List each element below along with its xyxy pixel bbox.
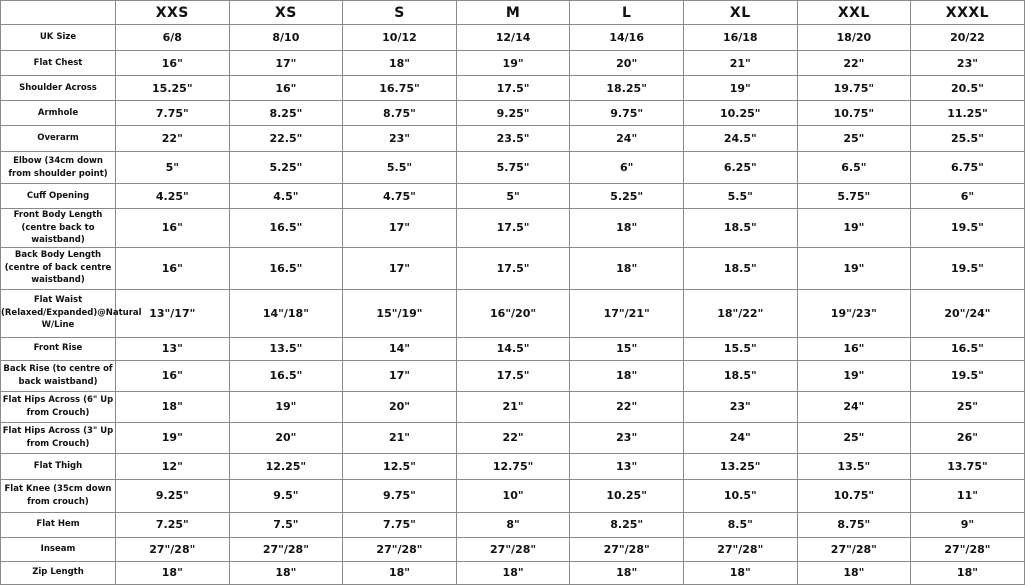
size-header: XXL — [797, 1, 911, 25]
measurement-value: 5.5" — [683, 184, 797, 209]
measurement-label: Cuff Opening — [1, 184, 116, 209]
measurement-value: 9.75" — [343, 479, 457, 512]
measurement-value: 8.5" — [683, 512, 797, 537]
measurement-value: 22" — [456, 422, 570, 453]
measurement-value: 19" — [683, 76, 797, 101]
measurement-value: 18" — [343, 561, 457, 584]
measurement-value: 16.75" — [343, 76, 457, 101]
measurement-row — [1, 209, 1025, 248]
measurement-value: 19"/23" — [797, 289, 911, 337]
measurement-value: 13.75" — [911, 453, 1025, 479]
measurement-value: 16" — [116, 247, 230, 289]
measurement-label: Flat Waist (Relaxed/Expanded)@Natural W/Line — [1, 289, 116, 337]
measurement-value: 16" — [116, 209, 230, 248]
measurement-value: 18" — [570, 209, 684, 248]
measurement-value: 10" — [456, 479, 570, 512]
measurement-row — [1, 422, 1025, 453]
measurement-label: Flat Chest — [1, 51, 116, 76]
measurement-row — [1, 537, 1025, 561]
measurement-row — [1, 126, 1025, 152]
measurement-value: 17.5" — [456, 360, 570, 391]
measurement-row — [1, 101, 1025, 126]
measurement-value: 19" — [797, 209, 911, 248]
measurement-value: 19" — [229, 391, 343, 422]
measurement-value: 13.25" — [683, 453, 797, 479]
measurement-value: 24" — [570, 126, 684, 152]
measurement-row — [1, 152, 1025, 184]
measurement-value: 18" — [116, 561, 230, 584]
measurement-value: 8/10 — [229, 25, 343, 51]
measurement-value: 24" — [683, 422, 797, 453]
size-header: XS — [229, 1, 343, 25]
measurement-row — [1, 25, 1025, 51]
measurement-label: Flat Hem — [1, 512, 116, 537]
measurement-value: 16" — [797, 337, 911, 360]
measurement-value: 9" — [911, 512, 1025, 537]
measurement-label: Shoulder Across — [1, 76, 116, 101]
measurement-value: 26" — [911, 422, 1025, 453]
measurement-value: 21" — [343, 422, 457, 453]
measurement-row — [1, 289, 1025, 337]
measurement-value: 24" — [797, 391, 911, 422]
measurement-value: 11" — [911, 479, 1025, 512]
measurement-value: 20" — [229, 422, 343, 453]
measurement-value: 17" — [343, 247, 457, 289]
measurement-value: 21" — [683, 51, 797, 76]
size-header: XXS — [116, 1, 230, 25]
measurement-value: 18" — [911, 561, 1025, 584]
measurement-value: 9.25" — [456, 101, 570, 126]
measurement-value: 19" — [116, 422, 230, 453]
measurement-value: 17.5" — [456, 76, 570, 101]
measurement-value: 5.75" — [456, 152, 570, 184]
measurement-value: 15" — [570, 337, 684, 360]
measurement-value: 9.5" — [229, 479, 343, 512]
measurement-value: 25" — [911, 391, 1025, 422]
measurement-row — [1, 453, 1025, 479]
measurement-value: 27"/28" — [797, 537, 911, 561]
measurement-value: 8" — [456, 512, 570, 537]
measurement-value: 5.5" — [343, 152, 457, 184]
measurement-value: 19.75" — [797, 76, 911, 101]
measurement-value: 18.5" — [683, 247, 797, 289]
measurement-value: 20" — [343, 391, 457, 422]
measurement-value: 23" — [570, 422, 684, 453]
measurement-row — [1, 247, 1025, 289]
size-header: S — [343, 1, 457, 25]
measurement-value: 18" — [683, 561, 797, 584]
measurement-value: 6/8 — [116, 25, 230, 51]
measurement-label: Overarm — [1, 126, 116, 152]
measurement-label: Elbow (34cm down from shoulder point) — [1, 152, 116, 184]
measurement-value: 16.5" — [229, 360, 343, 391]
measurement-label: Front Rise — [1, 337, 116, 360]
measurement-label: Flat Thigh — [1, 453, 116, 479]
measurement-value: 24.5" — [683, 126, 797, 152]
measurement-value: 7.75" — [343, 512, 457, 537]
size-header: XL — [683, 1, 797, 25]
measurement-value: 25" — [797, 422, 911, 453]
measurement-value: 17" — [229, 51, 343, 76]
measurement-value: 16.5" — [229, 247, 343, 289]
measurement-value: 5.25" — [229, 152, 343, 184]
measurement-value: 13.5" — [229, 337, 343, 360]
measurement-value: 12" — [116, 453, 230, 479]
measurement-value: 10.25" — [570, 479, 684, 512]
measurement-value: 13" — [116, 337, 230, 360]
measurement-value: 7.5" — [229, 512, 343, 537]
measurement-value: 6.75" — [911, 152, 1025, 184]
measurement-value: 18.25" — [570, 76, 684, 101]
measurement-value: 18" — [570, 360, 684, 391]
measurement-value: 20" — [570, 51, 684, 76]
measurement-value: 6" — [911, 184, 1025, 209]
measurement-value: 10.75" — [797, 479, 911, 512]
measurement-value: 17" — [343, 360, 457, 391]
measurement-value: 16" — [116, 360, 230, 391]
measurement-value: 4.75" — [343, 184, 457, 209]
measurement-value: 20/22 — [911, 25, 1025, 51]
measurement-value: 4.25" — [116, 184, 230, 209]
measurement-value: 17" — [343, 209, 457, 248]
measurement-value: 23.5" — [456, 126, 570, 152]
measurement-row — [1, 391, 1025, 422]
measurement-value: 18" — [456, 561, 570, 584]
measurement-value: 19" — [797, 360, 911, 391]
measurement-label: Armhole — [1, 101, 116, 126]
measurement-value: 17.5" — [456, 247, 570, 289]
measurement-value: 18"/22" — [683, 289, 797, 337]
measurement-value: 19.5" — [911, 209, 1025, 248]
measurement-value: 18" — [797, 561, 911, 584]
measurement-value: 23" — [683, 391, 797, 422]
measurement-value: 7.75" — [116, 101, 230, 126]
measurement-row — [1, 360, 1025, 391]
measurement-value: 5" — [456, 184, 570, 209]
measurement-value: 10.25" — [683, 101, 797, 126]
measurement-value: 18.5" — [683, 209, 797, 248]
measurement-value: 13.5" — [797, 453, 911, 479]
measurement-value: 27"/28" — [570, 537, 684, 561]
measurement-value: 20.5" — [911, 76, 1025, 101]
measurement-value: 9.75" — [570, 101, 684, 126]
measurement-value: 18" — [343, 51, 457, 76]
measurement-row — [1, 76, 1025, 101]
measurement-value: 14" — [343, 337, 457, 360]
measurement-value: 8.25" — [229, 101, 343, 126]
measurement-value: 27"/28" — [456, 537, 570, 561]
measurement-value: 18" — [116, 391, 230, 422]
measurement-value: 19.5" — [911, 247, 1025, 289]
measurement-value: 17.5" — [456, 209, 570, 248]
measurement-value: 15.25" — [116, 76, 230, 101]
measurement-value: 23" — [343, 126, 457, 152]
measurement-value: 12.75" — [456, 453, 570, 479]
measurement-value: 16"/20" — [456, 289, 570, 337]
measurement-label: Flat Knee (35cm down from crouch) — [1, 479, 116, 512]
measurement-value: 18.5" — [683, 360, 797, 391]
measurement-value: 19" — [456, 51, 570, 76]
measurement-value: 22" — [116, 126, 230, 152]
measurement-value: 12.25" — [229, 453, 343, 479]
measurement-value: 22.5" — [229, 126, 343, 152]
corner-cell — [1, 1, 116, 25]
measurement-value: 16.5" — [911, 337, 1025, 360]
measurement-value: 11.25" — [911, 101, 1025, 126]
measurement-value: 10.5" — [683, 479, 797, 512]
measurement-value: 14"/18" — [229, 289, 343, 337]
measurement-value: 10/12 — [343, 25, 457, 51]
measurement-value: 18" — [570, 247, 684, 289]
measurement-value: 6" — [570, 152, 684, 184]
measurement-value: 8.75" — [797, 512, 911, 537]
measurement-value: 8.25" — [570, 512, 684, 537]
measurement-value: 19" — [797, 247, 911, 289]
measurement-value: 16" — [116, 51, 230, 76]
measurement-value: 17"/21" — [570, 289, 684, 337]
measurement-rows — [1, 25, 1025, 585]
measurement-value: 22" — [797, 51, 911, 76]
measurement-value: 13"/17" — [116, 289, 230, 337]
measurement-value: 8.75" — [343, 101, 457, 126]
measurement-value: 27"/28" — [343, 537, 457, 561]
measurement-value: 6.25" — [683, 152, 797, 184]
measurement-value: 5.25" — [570, 184, 684, 209]
measurement-row — [1, 337, 1025, 360]
measurement-value: 12.5" — [343, 453, 457, 479]
measurement-value: 20"/24" — [911, 289, 1025, 337]
measurement-row — [1, 51, 1025, 76]
measurement-value: 25.5" — [911, 126, 1025, 152]
measurement-value: 5" — [116, 152, 230, 184]
measurement-value: 15"/19" — [343, 289, 457, 337]
size-header-row — [1, 1, 1025, 25]
measurement-value: 27"/28" — [683, 537, 797, 561]
measurement-value: 16.5" — [229, 209, 343, 248]
measurement-value: 27"/28" — [229, 537, 343, 561]
measurement-row — [1, 512, 1025, 537]
measurement-value: 10.75" — [797, 101, 911, 126]
size-header: L — [570, 1, 684, 25]
size-header: XXXL — [911, 1, 1025, 25]
measurement-value: 9.25" — [116, 479, 230, 512]
measurement-value: 18" — [570, 561, 684, 584]
measurement-value: 5.75" — [797, 184, 911, 209]
measurement-value: 16/18 — [683, 25, 797, 51]
measurement-label: UK Size — [1, 25, 116, 51]
measurement-value: 22" — [570, 391, 684, 422]
measurement-label: Flat Hips Across (6" Up from Crouch) — [1, 391, 116, 422]
size-header: M — [456, 1, 570, 25]
measurement-value: 25" — [797, 126, 911, 152]
measurement-value: 27"/28" — [116, 537, 230, 561]
measurement-value: 27"/28" — [911, 537, 1025, 561]
measurement-value: 14.5" — [456, 337, 570, 360]
measurement-label: Back Body Length (centre of back centre waistband) — [1, 247, 116, 289]
measurement-value: 21" — [456, 391, 570, 422]
measurement-label: Front Body Length (centre back to waistband) — [1, 209, 116, 248]
measurement-value: 4.5" — [229, 184, 343, 209]
measurement-value: 16" — [229, 76, 343, 101]
measurement-label: Inseam — [1, 537, 116, 561]
measurement-label: Zip Length — [1, 561, 116, 584]
measurement-label: Back Rise (to centre of back waistband) — [1, 360, 116, 391]
measurement-value: 15.5" — [683, 337, 797, 360]
measurement-row — [1, 184, 1025, 209]
measurement-value: 7.25" — [116, 512, 230, 537]
measurement-row — [1, 479, 1025, 512]
measurement-value: 13" — [570, 453, 684, 479]
measurement-value: 6.5" — [797, 152, 911, 184]
measurement-value: 18" — [229, 561, 343, 584]
measurement-value: 19.5" — [911, 360, 1025, 391]
measurement-value: 18/20 — [797, 25, 911, 51]
measurement-value: 12/14 — [456, 25, 570, 51]
measurement-value: 14/16 — [570, 25, 684, 51]
measurement-value: 23" — [911, 51, 1025, 76]
measurement-row — [1, 561, 1025, 584]
measurement-label: Flat Hips Across (3" Up from Crouch) — [1, 422, 116, 453]
